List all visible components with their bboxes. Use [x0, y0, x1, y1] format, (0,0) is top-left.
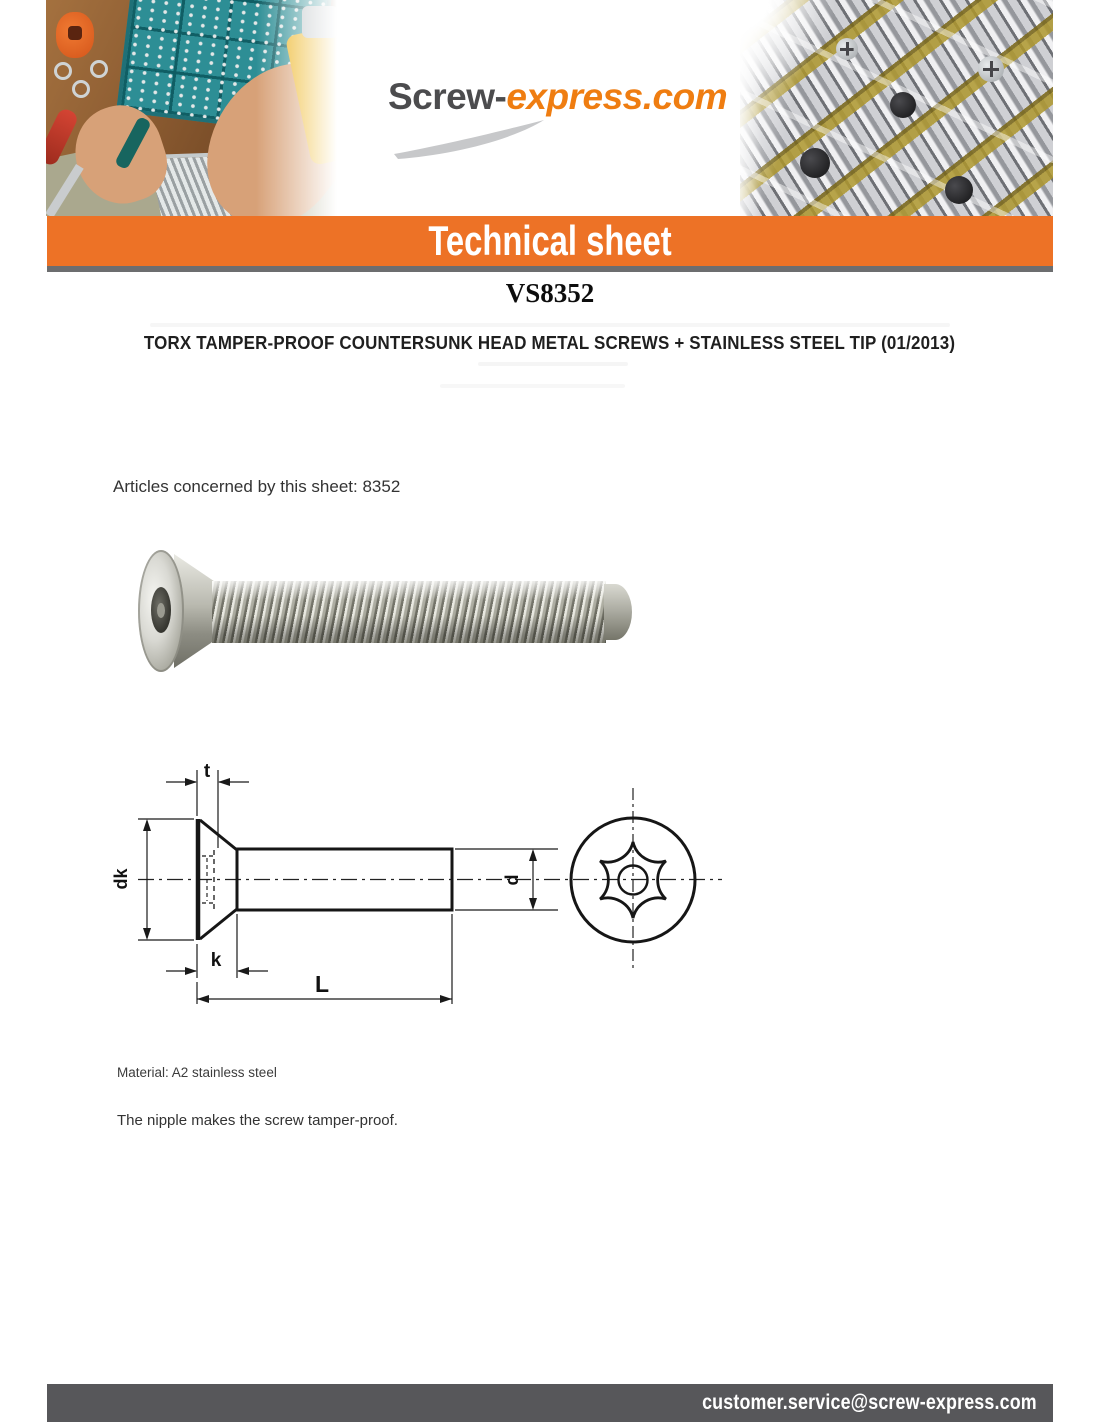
- dimension-t: [166, 761, 249, 848]
- articles-line: Articles concerned by this sheet: 8352: [113, 477, 401, 496]
- banner-title: Technical sheet: [428, 217, 672, 264]
- ghost-text-artifact: [440, 384, 625, 388]
- banner: [47, 216, 1053, 266]
- header-photo-left: [46, 0, 346, 216]
- screw-shaft-shading: [212, 581, 606, 643]
- document-subtitle-text: TORX TAMPER-PROOF COUNTERSUNK HEAD METAL SCREWS + STAINLESS STEEL TIP (01/2013): [144, 333, 956, 353]
- dimension-label-L: L: [314, 971, 330, 997]
- ghost-text-artifact: [478, 362, 628, 366]
- header-photo-right: [740, 0, 1053, 216]
- logo-text-suffix: express.com: [506, 76, 728, 117]
- dimension-label-dk: dk: [111, 868, 131, 890]
- photo-fade: [740, 0, 1053, 216]
- material-line: Material: A2 stainless steel: [117, 1065, 277, 1080]
- dimension-label-k: k: [210, 950, 222, 971]
- logo-text-prefix: Screw-: [388, 76, 507, 117]
- photo-fade: [46, 0, 346, 216]
- logo-swoosh: [390, 118, 548, 164]
- dimension-label-d: d: [502, 874, 522, 886]
- front-view: [571, 788, 695, 972]
- tamper-proof-note: The nipple makes the screw tamper-proof.: [117, 1112, 398, 1129]
- footer-bar: [47, 1384, 1053, 1422]
- screw-tamper-pin: [157, 603, 165, 618]
- screw-product-photo: [138, 548, 633, 676]
- brand-logo: [388, 76, 727, 118]
- document-code: VS8352: [505, 278, 595, 308]
- document-subtitle: [0, 333, 1100, 354]
- banner-rule: [47, 266, 1053, 272]
- dimension-label-t: t: [203, 761, 211, 782]
- footer-email-link[interactable]: customer.service@screw-express.com: [702, 1391, 1037, 1414]
- dimension-L: [197, 914, 452, 1004]
- screw-tip: [604, 584, 632, 640]
- technical-diagram: [110, 752, 730, 1037]
- ghost-text-artifact: [150, 323, 950, 327]
